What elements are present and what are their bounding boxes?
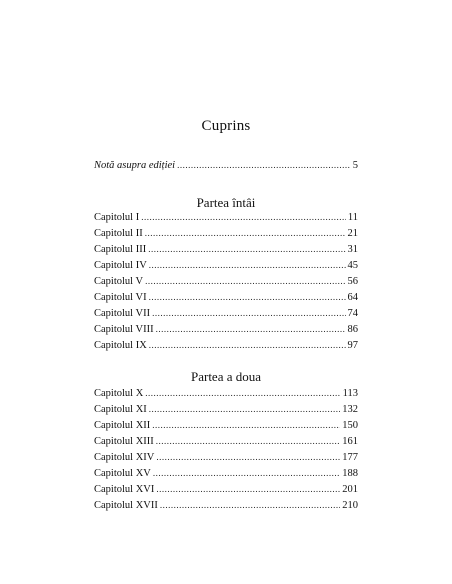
toc-entry[interactable]: [94, 418, 358, 433]
toc-entry[interactable]: [94, 466, 358, 481]
toc-entry[interactable]: [94, 258, 358, 273]
dot-leader: [152, 418, 340, 433]
part1-heading: Partea întâi: [196, 195, 256, 210]
toc-entry-page: 21: [347, 228, 358, 239]
toc-entry-note[interactable]: [94, 158, 358, 173]
toc-entry-label: Capitolul I: [94, 212, 140, 223]
dot-leader: [145, 386, 340, 401]
toc-entry-label: Capitolul XV: [94, 468, 151, 479]
toc-entry[interactable]: [94, 242, 358, 257]
dot-leader: [153, 466, 340, 481]
toc-entry-label: Capitolul XII: [94, 420, 151, 431]
toc-entry-page: 11: [347, 212, 358, 223]
toc-entry-label: Capitolul II: [94, 228, 143, 239]
dot-leader: [145, 226, 346, 241]
dot-leader: [177, 158, 351, 173]
toc-entry[interactable]: [94, 322, 358, 337]
toc-entry-page: 74: [347, 308, 358, 319]
dot-leader: [152, 306, 345, 321]
dot-leader: [148, 242, 345, 257]
dot-leader: [149, 338, 346, 353]
toc-entry[interactable]: [94, 210, 358, 225]
toc-entry-page: 188: [342, 468, 358, 479]
dot-leader: [156, 450, 340, 465]
toc-entry-page: 177: [342, 452, 358, 463]
toc-entry[interactable]: [94, 274, 358, 289]
toc-entry[interactable]: [94, 290, 358, 305]
page-title: Cuprins: [201, 118, 251, 134]
toc-entry-page: 56: [347, 276, 358, 287]
toc-entry-label: Capitolul XIV: [94, 452, 155, 463]
toc-entry[interactable]: [94, 402, 358, 417]
toc-entry-page: 31: [347, 244, 358, 255]
toc-entry-label: Capitolul VII: [94, 308, 151, 319]
toc-entry-label: Capitolul III: [94, 244, 147, 255]
dot-leader: [149, 258, 346, 273]
toc-entry-page: 5: [352, 160, 358, 171]
dot-leader: [149, 290, 346, 305]
toc-entry-label: Capitolul IV: [94, 260, 147, 271]
toc-entry-label: Capitolul V: [94, 276, 144, 287]
toc-entry-label: Capitolul X: [94, 388, 144, 399]
toc-entry-page: 161: [342, 436, 358, 447]
toc-entry[interactable]: [94, 306, 358, 321]
part2-heading: Partea a doua: [190, 369, 262, 384]
toc-entry-page: 113: [342, 388, 358, 399]
toc-entry[interactable]: [94, 338, 358, 353]
dot-leader: [156, 482, 340, 497]
toc-entry-page: 150: [342, 420, 358, 431]
toc-entry[interactable]: [94, 482, 358, 497]
toc-entry-page: 86: [347, 324, 358, 335]
toc-entry[interactable]: [94, 450, 358, 465]
toc-entry-label: Capitolul XVII: [94, 500, 158, 511]
toc-entry-page: 132: [342, 404, 358, 415]
toc-entry-label: Capitolul VIII: [94, 324, 154, 335]
toc-entry[interactable]: [94, 226, 358, 241]
toc-entry-label: Notă asupra ediției: [94, 160, 176, 171]
dot-leader: [145, 274, 345, 289]
toc-entry-page: 201: [342, 484, 358, 495]
dot-leader: [141, 210, 346, 225]
dot-leader: [156, 322, 346, 337]
toc-entry-label: Capitolul XVI: [94, 484, 155, 495]
toc-entry-label: Capitolul IX: [94, 340, 147, 351]
toc-entry-page: 45: [347, 260, 358, 271]
dot-leader: [149, 402, 340, 417]
toc-entry-page: 210: [342, 500, 358, 511]
dot-leader: [156, 434, 340, 449]
toc-entry[interactable]: [94, 386, 358, 401]
toc-entry[interactable]: [94, 434, 358, 449]
toc-entry[interactable]: [94, 498, 358, 513]
toc-entry-label: Capitolul XI: [94, 404, 147, 415]
toc-entry-page: 97: [347, 340, 358, 351]
toc-entry-page: 64: [347, 292, 358, 303]
toc-entry-label: Capitolul XIII: [94, 436, 154, 447]
toc-entry-label: Capitolul VI: [94, 292, 147, 303]
dot-leader: [160, 498, 340, 513]
